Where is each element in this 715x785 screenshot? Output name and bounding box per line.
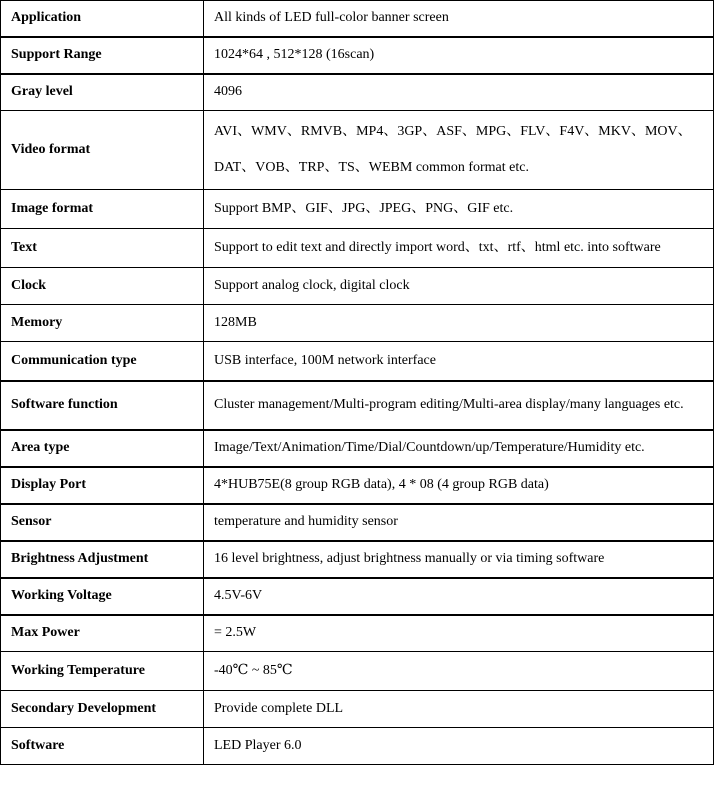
row-label: Working Voltage [1,578,204,615]
table-row [1,541,714,578]
table-row [1,691,714,728]
row-label: Video format [1,111,204,190]
table-row [1,37,714,74]
table-row [1,74,714,111]
row-value [204,111,714,190]
row-label: Secondary Development [1,691,204,728]
row-value: USB interface, 100M network interface [204,342,714,381]
row-label: Display Port [1,467,204,504]
table-row [1,190,714,229]
row-value: All kinds of LED full-color banner screen [204,1,714,37]
row-value: Support BMP、GIF、JPG、JPEG、PNG、GIF etc. [204,190,714,229]
table-row [1,652,714,691]
row-value-line: DAT、VOB、TRP、TS、WEBM common format etc. [214,160,529,175]
table-row [1,111,714,190]
row-value: -40℃ ~ 85℃ [204,652,714,691]
row-label: Memory [1,305,204,342]
table-row [1,467,714,504]
row-label: Sensor [1,504,204,541]
table-row [1,381,714,430]
row-label: Image format [1,190,204,229]
table-row [1,342,714,381]
row-value: Cluster management/Multi-program editing/Multi-area display/many languages etc. [204,381,714,430]
table-row [1,504,714,541]
row-value: LED Player 6.0 [204,728,714,765]
table-row [1,1,714,37]
row-label: Software [1,728,204,765]
table-row [1,615,714,652]
row-value-line: AVI、WMV、RMVB、MP4、3GP、ASF、MPG、FLV、F4V、MKV、MOV、 [214,124,692,139]
row-value: Support analog clock, digital clock [204,268,714,305]
row-label: Brightness Adjustment [1,541,204,578]
row-value: 4*HUB75E(8 group RGB data), 4 * 08 (4 group RGB data) [204,467,714,504]
row-value: Support to edit text and directly import word、txt、rtf、html etc. into software [204,229,714,268]
row-label: Gray level [1,74,204,111]
row-label: Communication type [1,342,204,381]
row-value: 4.5V-6V [204,578,714,615]
row-value: Image/Text/Animation/Time/Dial/Countdown/up/Temperature/Humidity etc. [204,430,714,467]
row-label: Application [1,1,204,37]
row-label: Max Power [1,615,204,652]
row-label: Software function [1,381,204,430]
row-label: Text [1,229,204,268]
row-value: 16 level brightness, adjust brightness manually or via timing software [204,541,714,578]
row-value: = 2.5W [204,615,714,652]
row-label: Support Range [1,37,204,74]
table-row [1,578,714,615]
row-value: temperature and humidity sensor [204,504,714,541]
table-row [1,268,714,305]
row-value: 128MB [204,305,714,342]
row-value: 4096 [204,74,714,111]
row-label: Working Temperature [1,652,204,691]
row-label: Clock [1,268,204,305]
row-value: Provide complete DLL [204,691,714,728]
row-value: 1024*64 , 512*128 (16scan) [204,37,714,74]
table-row [1,229,714,268]
table-row [1,430,714,467]
table-row [1,305,714,342]
row-label: Area type [1,430,204,467]
table-row [1,728,714,765]
